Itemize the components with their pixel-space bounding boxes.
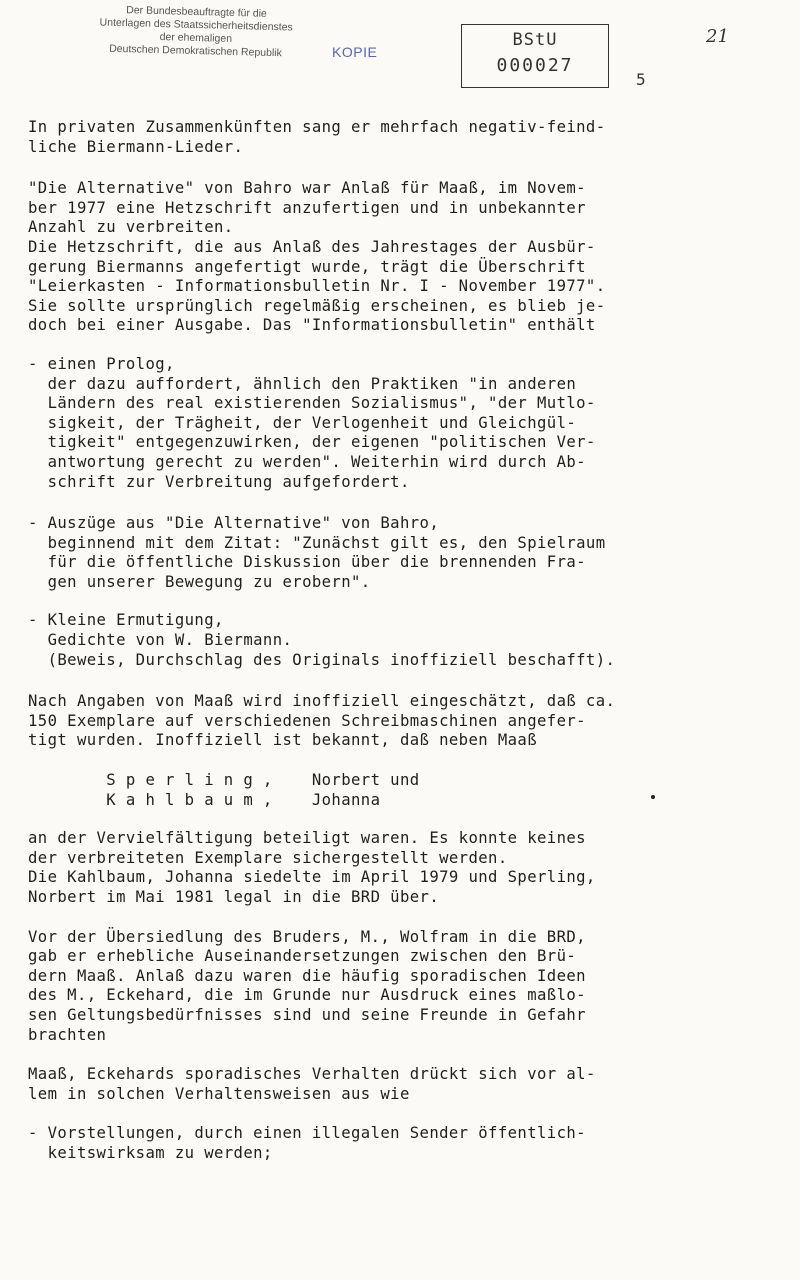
- text-line: des M., Eckehard, die im Grunde nur Ausdruck eines maßlo-: [28, 986, 586, 1005]
- agency-stamp-line: Der Bundesbeauftragte für die: [126, 4, 268, 20]
- text-line: K a h l b a u m , Johanna: [28, 790, 381, 809]
- paragraph: [28, 1124, 728, 1163]
- text-line: (Beweis, Durchschlag des Originals inoffiziell beschafft).: [28, 650, 616, 669]
- text-line: Die Kahlbaum, Johanna siedelte im April 1979 und Sperling,: [28, 868, 596, 887]
- paragraph: [28, 771, 728, 810]
- paragraph: [28, 355, 728, 492]
- text-line: Die Hetzschrift, die aus Anlaß des Jahrestages der Ausbür-: [28, 237, 596, 256]
- handwritten-page-number: 21: [706, 26, 729, 47]
- text-line: ber 1977 eine Hetzschrift anzufertigen und in unbekannter: [28, 198, 586, 217]
- text-line: gab er erhebliche Auseinandersetzungen zwischen den Brü-: [28, 947, 577, 966]
- text-line: beginnend mit dem Zitat: "Zunächst gilt es, den Spielraum: [28, 533, 606, 552]
- page-number: 5: [636, 70, 646, 89]
- text-line: für die öffentliche Diskussion über die brennenden Fra-: [28, 553, 586, 572]
- text-line: der verbreiteten Exemplare sichergestellt werden.: [28, 848, 508, 867]
- agency-stamp-line: Unterlagen des Staatssicherheitsdienstes: [99, 16, 293, 34]
- text-line: gerung Biermanns angefertigt wurde, trägt die Überschrift: [28, 257, 586, 276]
- text-line: Anzahl zu verbreiten.: [28, 218, 234, 237]
- text-line: Norbert im Mai 1981 legal in die BRD über.: [28, 888, 440, 906]
- paragraph: [28, 1065, 728, 1104]
- text-line: 150 Exemplare auf verschiedenen Schreibmaschinen angefer-: [28, 711, 586, 730]
- text-line: S p e r l i n g , Norbert und: [28, 771, 420, 790]
- text-line: antwortung gerecht zu werden". Weiterhin wird durch Ab-: [28, 452, 586, 471]
- text-line: keitswirksam zu werden;: [28, 1143, 273, 1162]
- text-line: Maaß, Eckehards sporadisches Verhalten drückt sich vor al-: [28, 1065, 596, 1084]
- text-line: Ländern des real existierenden Sozialismus", "der Mutlo-: [28, 394, 596, 413]
- text-line: sigkeit, der Trägheit, der Verlogenheit und Gleichgül-: [28, 413, 577, 432]
- paragraph: [28, 118, 728, 157]
- text-line: Gedichte von W. Biermann.: [28, 631, 293, 650]
- agency-stamp-line: Deutschen Demokratischen Republik: [108, 42, 283, 60]
- agency-stamp: [75, 3, 316, 61]
- text-line: "Leierkasten - Informationsbulletin Nr. I - November 1977".: [28, 277, 606, 296]
- text-line: an der Vervielfältigung beteiligt waren. Es konnte keines: [28, 829, 586, 848]
- archive-number: 000027: [496, 55, 574, 76]
- text-line: - Kleine Ermutigung,: [28, 611, 224, 630]
- text-line: doch bei einer Ausgabe. Das "Informationsbulletin" enthält: [28, 316, 596, 335]
- text-line: - einen Prolog,: [28, 354, 175, 373]
- ink-mark: [651, 795, 655, 799]
- paragraph: [28, 611, 728, 670]
- text-line: Vor der Übersiedlung des Bruders, M., Wolfram in die BRD,: [28, 927, 586, 946]
- text-line: gen unserer Bewegung zu erobern".: [28, 572, 371, 591]
- agency-stamp-line: der ehemaligen: [159, 31, 233, 45]
- text-line: Sie sollte ursprünglich regelmäßig erscheinen, es blieb je-: [28, 296, 606, 315]
- text-line: tigt wurden. Inoffiziell ist bekannt, daß neben Maaß: [28, 731, 537, 750]
- text-line: schrift zur Verbreitung aufgefordert.: [28, 472, 410, 491]
- text-line: - Vorstellungen, durch einen illegalen Sender öffentlich-: [28, 1124, 586, 1143]
- text-line: sen Geltungsbedürfnisses sind und seine Freunde in Gefahr: [28, 1005, 586, 1024]
- text-line: - Auszüge aus "Die Alternative" von Bahro,: [28, 514, 440, 533]
- archive-stamp-box: [461, 24, 609, 88]
- text-line: liche Biermann-Lieder.: [28, 137, 244, 156]
- text-line: Nach Angaben von Maaß wird inoffiziell eingeschätzt, daß ca.: [28, 692, 616, 711]
- text-line: brachten: [28, 1025, 107, 1044]
- paragraph: [28, 514, 728, 592]
- paragraph: [28, 928, 728, 1046]
- text-line: "Die Alternative" von Bahro war Anlaß für Maaß, im Novem-: [28, 179, 586, 198]
- text-line: dern Maaß. Anlaß dazu waren die häufig sporadischen Ideen: [28, 966, 586, 985]
- kopie-stamp: KOPIE: [332, 44, 378, 60]
- text-line: der dazu auffordert, ähnlich den Praktiken "in anderen: [28, 374, 577, 393]
- text-line: lem in solchen Verhaltensweisen aus wie: [28, 1084, 410, 1103]
- paragraph: [28, 179, 728, 336]
- paragraph: [28, 692, 728, 751]
- text-line: In privaten Zusammenkünften sang er mehrfach negativ-feind-: [28, 118, 606, 136]
- text-line: tigkeit" entgegenzuwirken, der eigenen "politischen Ver-: [28, 433, 596, 452]
- archive-label: BStU: [512, 30, 558, 50]
- typed-body: [28, 118, 728, 1164]
- paragraph: [28, 829, 728, 907]
